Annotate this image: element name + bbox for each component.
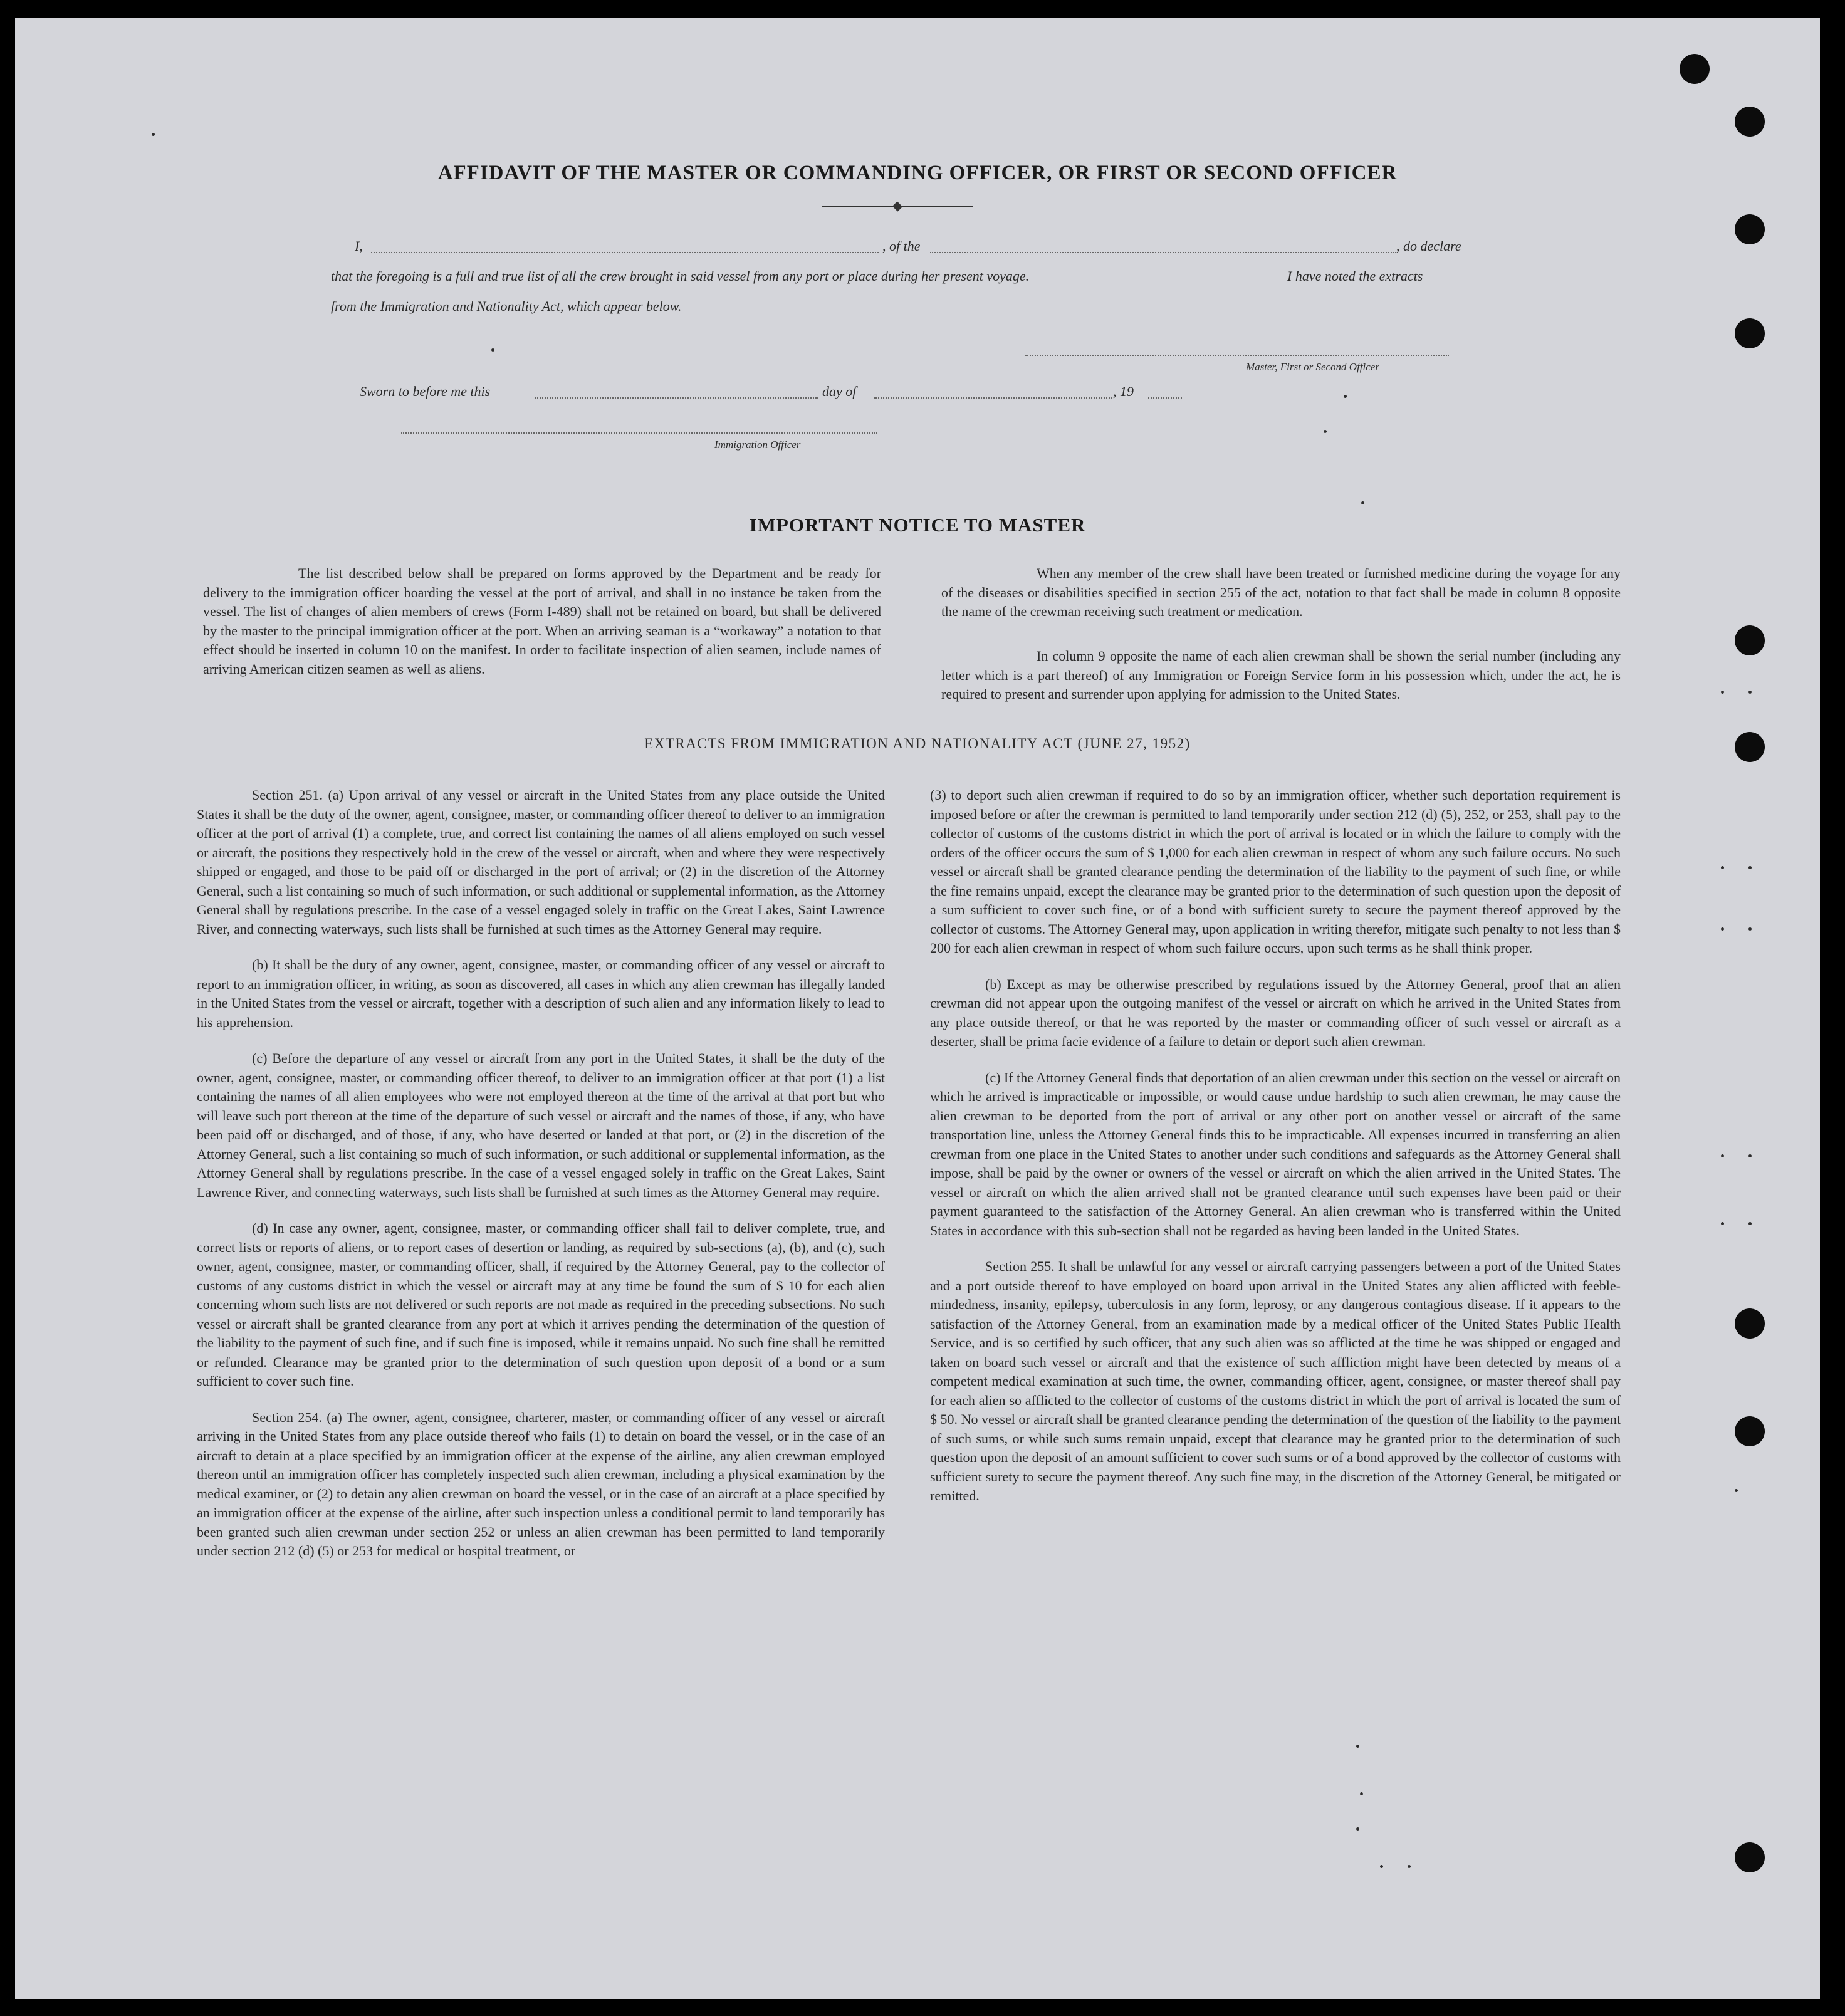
speck: [1356, 1827, 1359, 1831]
speck: [1356, 1745, 1359, 1748]
notice-left-paragraph: The list described below shall be prepared on forms approved by the Department and be ready for delivery to the immigration officer boarding the vessel at the port of arrival, and shall in no instance be taken from the vessel. The list of changes of alien members of crews (Form I-489) shall not be retained on board, but shall be delivered by the master to the principal immigration officer at the port. When an arriving seaman is a “workaway” a notation to that effect should be inserted in column 10 on the manifest. In order to facilitate inspection of alien seamen, include names of arriving American citizen seamen as well as aliens.: [203, 565, 881, 677]
binder-hole: [1680, 54, 1710, 84]
section-251-d: (d) In case any owner, agent, consignee, master, or commanding officer shall fail to deliver complete, true, and correct lists or reports of aliens, or to report cases of desertion or landing, as required by sub-sections (a), (b), and (c), such owner, agent, consignee, master, or commanding officer, shall, if required by the Attorney General, pay to the collector of customs of any customs district in which the vessel or aircraft may at any time be found the sum of $ 10 for each alien concerning whom such lists are not delivered or such reports are not made as required in the preceding subsections. No such vessel or aircraft shall be granted clearance from any port at which it arrives pending the determination of the question of the liability to the payment of such fine, and if such fine is imposed, while it remains unpaid. No such fine shall be remitted or refunded. Clearance may be granted prior to the determination of such question upon deposit of a bond or a sum sufficient to cover such fine.: [197, 1220, 885, 1389]
sworn-label: Sworn to before me this: [360, 384, 491, 399]
affidavit-line-2: that the foregoing is a full and true list of all the crew brought in said vessel from any port or place during her present voyage.: [331, 268, 1030, 284]
speck: [152, 133, 155, 136]
speck: [491, 348, 494, 352]
binder-hole: [1735, 107, 1765, 137]
speck: [1361, 501, 1364, 504]
affidavit-title: AFFIDAVIT OF THE MASTER OR COMMANDING OFFICER, OR FIRST OR SECOND OFFICER: [437, 162, 1398, 184]
title-rule-ornament: [892, 201, 902, 211]
binder-hole: [1735, 1308, 1765, 1339]
speck: [1735, 1489, 1738, 1492]
year-label: , 19: [1113, 384, 1134, 399]
speck: [1721, 691, 1724, 694]
binder-hole: [1735, 1842, 1765, 1872]
extracts-right-column: [930, 786, 1621, 1523]
speck: [1721, 1154, 1724, 1157]
officer-signature-field[interactable]: [401, 432, 877, 434]
section-251-a: Section 251. (a) Upon arrival of any vessel or aircraft in the United States from any place outside the United States it shall be the duty of the owner, agent, consignee, master, or commanding officer thereof to deliver to an immigration officer at the port of arrival (1) a complete, true, and correct list containing the names of all aliens employed on such vessel or aircraft, the positions they respectively hold in the crew of the vessel or aircraft, when and where they were respectively shipped or engaged, and those to be paid off or discharged in the port of arrival; or (2) in the discretion of the Attorney General, such a list containing so much of such information, or such additional or supplemental information, as the Attorney General shall by regulations prescribe. In the case of a vessel engaged solely in traffic on the Great Lakes, Saint Lawrence River, and connecting waterways, such lists shall be furnished at such times as the Attorney General may require.: [197, 787, 885, 937]
section-255: Section 255. It shall be unlawful for any vessel or aircraft carrying passengers between a port of the United States and a port outside thereof to have employed on board upon arrival in the United States any alien afflicted with feeble-mindedness, insanity, epilepsy, tuberculosis in any form, leprosy, or any dangerous contagious disease. If it appears to the satisfaction of the Attorney General, from an examination made by a medical officer of the United States Public Health Service, and is so certified by such officer, that any such alien was so afflicted at the time he was shipped or engaged and taken on board such vessel or aircraft and that the existence of such affliction might have been detected by means of a competent medical examination at such time, the owner, commanding officer, agent, consignee, or master thereof shall pay for each alien so afflicted to the collector of customs of the customs district in which the port of arrival is located the sum of $ 50. No vessel or aircraft shall be granted clearance pending the determination of the question of the liability to the payment of such sums, or while such sums remain unpaid, except that clearance may be granted prior to the determination of such question upon the deposit of an amount sufficient to cover such sums or of a bond approved by the collector of customs with sufficient surety to secure the payment thereof. Any such fine may, in the discretion of the Attorney General, be mitigated or remitted.: [930, 1258, 1621, 1503]
sworn-year-field[interactable]: [1148, 397, 1182, 399]
document-page: [15, 18, 1820, 1999]
vessel-field[interactable]: [930, 252, 1396, 253]
day-of-label: day of: [822, 384, 857, 399]
binder-hole: [1735, 1416, 1765, 1446]
speck: [1748, 691, 1752, 694]
affidavit-do-declare-label: , do declare: [1396, 238, 1461, 254]
speck: [1380, 1865, 1383, 1868]
officer-caption: Immigration Officer: [714, 439, 801, 451]
affidavit-line-2-right: I have noted the extracts: [1287, 268, 1423, 284]
speck: [1748, 1154, 1752, 1157]
speck: [1748, 927, 1752, 931]
speck: [1748, 1222, 1752, 1225]
speck: [1408, 1865, 1411, 1868]
speck: [1344, 395, 1347, 398]
notice-right-paragraph-2: In column 9 opposite the name of each alien crewman shall be shown the serial number (including any letter which is a part thereof) of any Immigration or Foreign Service form in his possession which, under the act, he is required to present and surrender upon applying for admission to the United States.: [941, 648, 1621, 702]
speck: [1748, 866, 1752, 869]
section-251-c: (c) Before the departure of any vessel or aircraft from any port in the United States, it shall be the duty of the owner, agent, consignee, master, or commanding officer thereof, to deliver to an immigration officer at that port (1) a list containing the names of all alien employees who were not employed thereon at the time of the arrival at that port but who will leave such port thereon at the time of the departure of such vessel or aircraft and the names of those, if any, who have been paid off or discharged, and of those, if any, who have deserted or landed at that port, or (2) in the discretion of the Attorney General, such a list containing so much of such information, or such additional or supplemental information, as the Attorney General shall by regulations prescribe. In the case of a vessel engaged solely in traffic on the Great Lakes, Saint Lawrence River, and connecting waterways, such lists shall be furnished at such times as the Attorney General may require.: [197, 1050, 885, 1200]
affidavit-of-the-label: , of the: [882, 238, 921, 254]
sworn-day-field[interactable]: [535, 397, 818, 399]
speck: [1721, 866, 1724, 869]
speck: [1324, 430, 1327, 433]
signature-caption: Master, First or Second Officer: [1246, 361, 1379, 373]
section-254-a-continued: (3) to deport such alien crewman if required to do so by an immigration officer, whether such deportation requirement is imposed before or after the crewman is permitted to land temporarily under section 212 (d) (5), 252, or 253, shall pay to the collector of customs of the customs district in which the port of arrival is located or in which the failure to comply with the orders of the officer occurs the sum of $ 1,000 for each alien crewman in respect of whom any such failure occurs. No such vessel or aircraft shall be granted clearance pending the determination of the liability to the payment of such fine, or while the fine remains unpaid, except the clearance may be granted prior to the determination of such question upon the deposit of a sum sufficient to cover such fine, or of a bond with sufficient surety to secure the payment thereof approved by the collector of customs. The Attorney General may, upon application in writing therefor, mitigate such penalty to not less than $ 200 for each alien crewman in respect of whom such failure occurs, upon such terms as he shall think proper.: [930, 787, 1621, 956]
section-254-a: Section 254. (a) The owner, agent, consignee, charterer, master, or commanding officer of any vessel or aircraft arriving in the United States from any place outside thereof who fails (1) to detain on board the vessel, or in the case of an aircraft to detain at a place specified by an immigration officer at the expense of the airline, any alien crewman employed thereon until an immigration officer has completely inspected such alien crewman, including a physical examination by the medical examiner, or (2) to detain any alien crewman on board the vessel, or in the case of an aircraft at a place specified by an immigration officer at the expense of the airline, after such inspection unless a conditional permit to land temporarily has been granted such alien crewman under section 252 or unless an alien crewman has been permitted to land temporarily under section 212 (d) (5) or 253 for medical or hospital treatment, or: [197, 1409, 885, 1559]
extracts-title: EXTRACTS FROM IMMIGRATION AND NATIONALITY ACT (JUNE 27, 1952): [644, 736, 1191, 751]
section-254-b: (b) Except as may be otherwise prescribed by regulations issued by the Attorney General, proof that an alien crewman did not appear upon the outgoing manifest of the vessel or aircraft on which he arrived in the United States from any place outside thereof, or that he was reported by the master or commanding officer of such vessel or aircraft as a deserter, shall be prima facie evidence of a failure to detain or deport such alien crewman.: [930, 976, 1621, 1049]
signature-field[interactable]: [1025, 355, 1449, 356]
binder-hole: [1735, 214, 1765, 244]
notice-right-paragraph-1: When any member of the crew shall have been treated or furnished medicine during the voyage for any of the diseases or disabilities specified in section 255 of the act, notation to that fact shall be made in column 8 opposite the name of the crewman receiving such treatment or medication.: [941, 565, 1621, 619]
sworn-month-field[interactable]: [874, 397, 1112, 399]
name-field[interactable]: [371, 252, 879, 253]
section-254-c: (c) If the Attorney General finds that deportation of an alien crewman under this section on the vessel or aircraft on which he arrived is impracticable or impossible, or would cause undue hardship to such alien crewman, he may cause the alien crewman to be deported from the port of arrival or any other port on another vessel or aircraft of the same transportation line, unless the Attorney General finds this to be impracticable. All expenses incurred in transferring an alien crewman from one place in the United States to another under such conditions and safeguards as the Attorney General shall impose, shall be paid by the owner or owners of the vessel or aircraft on which the alien arrived in the United States. The vessel or aircraft on which the alien arrived shall not be granted clearance until such expenses have been paid or their payment guaranteed to the satisfaction of the Attorney General. An alien crewman who is transferred within the United States in accordance with this sub-section shall not be regarded as having been landed in the United States.: [930, 1069, 1621, 1238]
notice-title: IMPORTANT NOTICE TO MASTER: [749, 514, 1086, 536]
speck: [1721, 927, 1724, 931]
speck: [1721, 1222, 1724, 1225]
section-251-b: (b) It shall be the duty of any owner, agent, consignee, master, or commanding officer of any vessel or aircraft to report to an immigration officer, in writing, as soon as discovered, all cases in which any alien crewman has illegally landed in the United States from the vessel or aircraft, together with a description of such alien and any information likely to lead to his apprehension.: [197, 957, 885, 1030]
affidavit-i-label: I,: [355, 238, 363, 254]
extracts-left-column: [197, 786, 885, 1578]
affidavit-line-3: from the Immigration and Nationality Act, which appear below.: [331, 298, 682, 314]
speck: [1360, 1792, 1363, 1795]
binder-hole: [1735, 625, 1765, 655]
binder-hole: [1735, 318, 1765, 348]
